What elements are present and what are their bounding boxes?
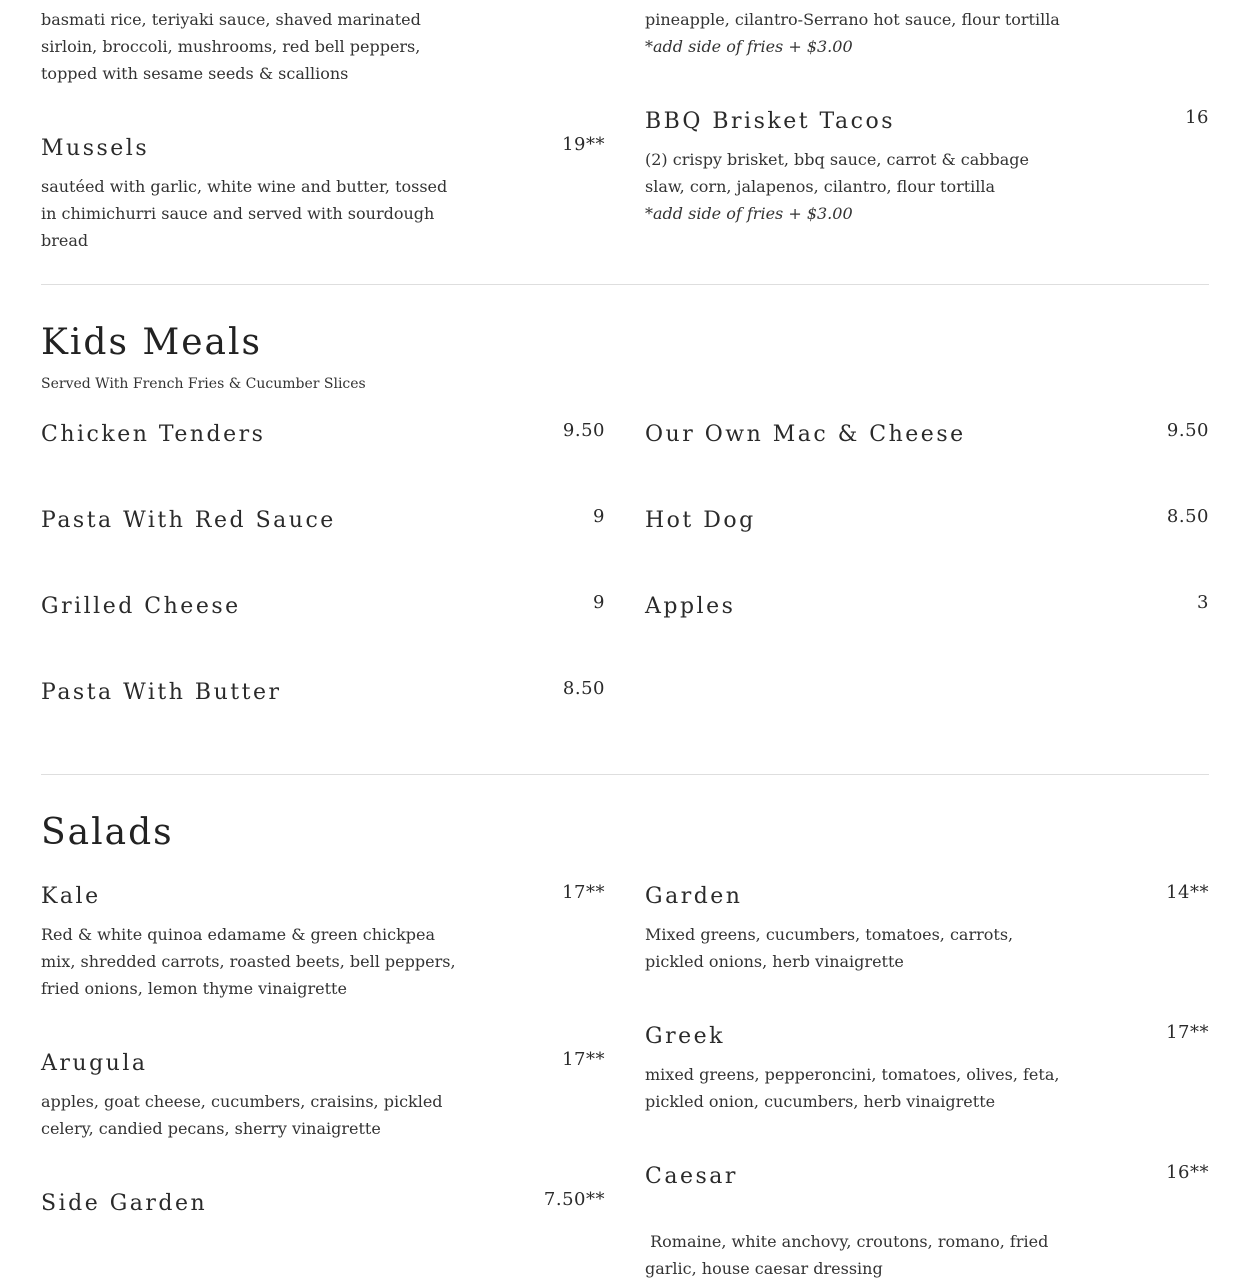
item-description: (2) crispy brisket, bbq sauce, carrot & cabbage slaw, corn, jalapenos, cilantro, flour tortilla: [645, 150, 1030, 196]
menu-item-price: 9: [593, 506, 605, 527]
menu-item-name: Our Own Mac & Cheese: [645, 422, 966, 447]
menu-item-price: 8.50: [562, 678, 605, 699]
menu-item-name: Chicken Tenders: [41, 422, 266, 447]
menu-item-name: Kale: [41, 884, 101, 909]
menu-item-name: Side Garden: [41, 1191, 208, 1216]
menu-item-name: Arugula: [41, 1051, 148, 1076]
section-divider: [41, 774, 1209, 775]
section-subtitle: Served With French Fries & Cucumber Slices: [41, 376, 366, 392]
menu-item-name: Mussels: [41, 136, 150, 161]
menu-item-price: 16: [1185, 107, 1209, 128]
menu-item-price: 17**: [1166, 1022, 1209, 1043]
menu-item-name: Garden: [645, 884, 743, 909]
menu-item-name: Pasta With Red Sauce: [41, 508, 336, 533]
section-title: Salads: [41, 812, 174, 853]
menu-item-name: Greek: [645, 1024, 725, 1049]
menu-item-price: 19**: [562, 134, 605, 155]
item-description: pineapple, cilantro-Serrano hot sauce, flour tortilla: [645, 10, 1060, 29]
menu-item-name: Caesar: [645, 1164, 738, 1189]
menu-item-name: Apples: [645, 594, 736, 619]
menu-item-price: 7.50**: [543, 1189, 605, 1210]
menu-item-price: 9.50: [1166, 420, 1209, 441]
menu-item-price: 9: [593, 592, 605, 613]
item-description: basmati rice, teriyaki sauce, shaved marinated sirloin, broccoli, mushrooms, red bell peppers, topped with sesame seeds & scallions: [41, 10, 421, 83]
item-note: *add side of fries + $3.00: [645, 37, 853, 56]
menu-item-name: Grilled Cheese: [41, 594, 241, 619]
item-description: Red & white quinoa edamame & green chickpea mix, shredded carrots, roasted beets, bell peppers, fried onions, lemon thyme vinaigrette: [41, 925, 456, 998]
item-description: apples, goat cheese, cucumbers, craisins, pickled celery, candied pecans, sherry vinaigrette: [41, 1092, 443, 1138]
menu-item-price: 14**: [1166, 882, 1209, 903]
menu-item-price: 17**: [562, 882, 605, 903]
menu-item-price: 17**: [562, 1049, 605, 1070]
menu-item-price: 3: [1197, 592, 1209, 613]
item-description: Mixed greens, cucumbers, tomatoes, carrots, pickled onions, herb vinaigrette: [645, 925, 1014, 971]
item-description: sautéed with garlic, white wine and butter, tossed in chimichurri sauce and served with sourdough bread: [41, 177, 448, 250]
item-description: Romaine, white anchovy, croutons, romano, fried garlic, house caesar dressing: [645, 1232, 1054, 1278]
menu-item-name: Pasta With Butter: [41, 680, 282, 705]
menu-item-name: Hot Dog: [645, 508, 756, 533]
menu-item-name: BBQ Brisket Tacos: [645, 109, 895, 134]
section-title: Kids Meals: [41, 322, 262, 363]
item-note: *add side of fries + $3.00: [645, 204, 853, 223]
menu-item-price: 8.50: [1166, 506, 1209, 527]
item-description: mixed greens, pepperoncini, tomatoes, olives, feta, pickled onion, cucumbers, herb vinaigrette: [645, 1065, 1060, 1111]
section-divider: [41, 284, 1209, 285]
menu-item-price: 9.50: [562, 420, 605, 441]
menu-item-price: 16**: [1166, 1162, 1209, 1183]
